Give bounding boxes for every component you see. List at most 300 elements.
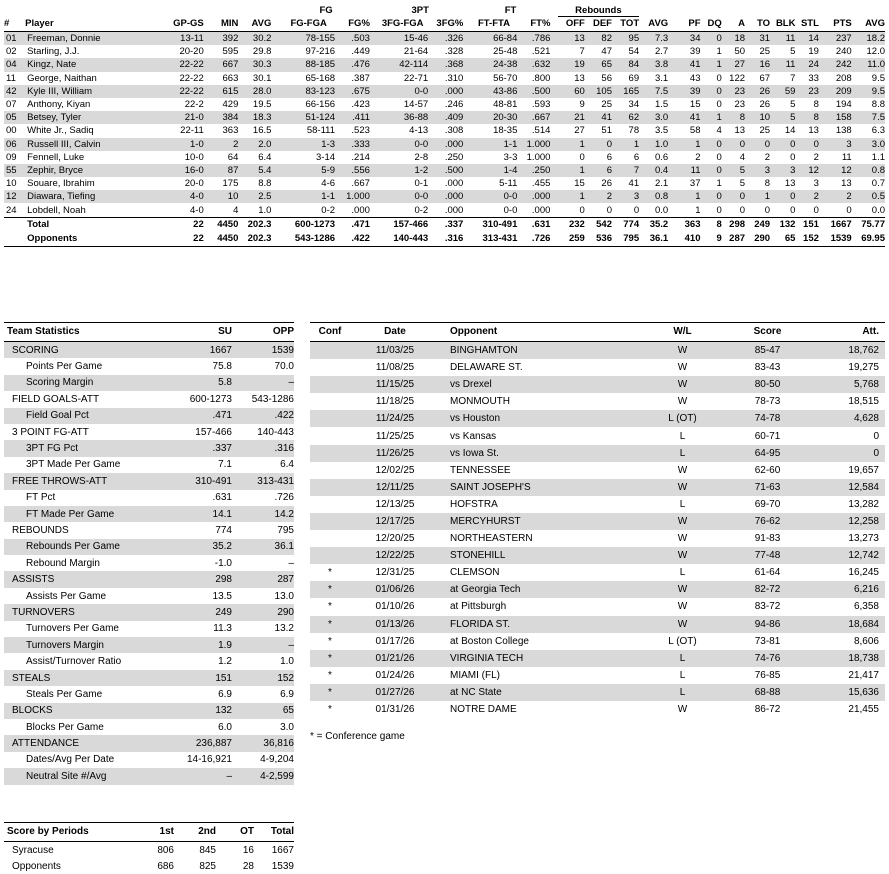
cell: 0 xyxy=(701,190,722,203)
cell: 34 xyxy=(612,98,639,111)
spacer-cell xyxy=(370,190,377,203)
player-row xyxy=(4,58,885,71)
cell: 3.0 xyxy=(639,111,668,124)
col-ftfta: FT-FTA xyxy=(471,17,518,32)
spacer-cell xyxy=(668,164,675,177)
pd-col-total: Total xyxy=(254,823,294,842)
spacer-cell xyxy=(271,111,282,124)
team-stat-label: FIELD GOALS-ATT xyxy=(4,391,169,407)
cell: 4-13 xyxy=(377,124,428,137)
spacer-2b xyxy=(370,17,377,32)
schedule-conf-marker: * xyxy=(310,581,350,598)
team-stat-opp-value: 6.9 xyxy=(232,686,294,702)
spacer-cell xyxy=(463,164,470,177)
cell: 13 xyxy=(770,177,795,190)
spacer-cell xyxy=(463,190,470,203)
cell: .556 xyxy=(335,164,370,177)
spacer-cell xyxy=(463,111,470,124)
spacer-cell xyxy=(370,58,377,71)
cell: 10 xyxy=(745,111,770,124)
team-stat-opp-value: 4-9,204 xyxy=(232,752,294,768)
cell: 18-35 xyxy=(471,124,518,137)
ts-col-title: Team Statistics xyxy=(4,323,169,342)
team-stat-row xyxy=(4,621,294,637)
col-ftpct: FT% xyxy=(517,17,550,32)
cell: 9.5 xyxy=(852,72,885,85)
schedule-date: 11/26/25 xyxy=(350,445,440,462)
cell: 6 xyxy=(585,164,612,177)
schedule-conf-marker xyxy=(310,376,350,393)
cell: 15-46 xyxy=(377,32,428,46)
spacer-cell xyxy=(550,217,557,232)
cell: Souare, Ibrahim xyxy=(25,177,161,190)
spacer-cell xyxy=(271,72,282,85)
cell: 66-84 xyxy=(471,32,518,46)
team-stat-label: Rebounds Per Game xyxy=(4,539,169,555)
spacer-cell xyxy=(370,138,377,151)
cell: 31 xyxy=(745,32,770,46)
schedule-opponent: SAINT JOSEPH'S xyxy=(440,479,640,496)
schedule-date: 12/11/25 xyxy=(350,479,440,496)
spacer-cell xyxy=(463,151,470,164)
cell: 2 xyxy=(745,151,770,164)
schedule-date: 11/25/25 xyxy=(350,427,440,444)
col-pf: PF xyxy=(675,17,700,32)
team-stat-opp-value: 795 xyxy=(232,522,294,538)
cell: .455 xyxy=(517,177,550,190)
cell: 13 xyxy=(819,177,852,190)
cell: .423 xyxy=(335,98,370,111)
cell: 01 xyxy=(4,32,25,46)
cell: .449 xyxy=(335,45,370,58)
cell: 66-156 xyxy=(282,98,335,111)
cell: 0-0 xyxy=(377,190,428,203)
cell: 14 xyxy=(795,32,818,46)
cell: 232 xyxy=(558,217,585,232)
schedule-attendance: 18,738 xyxy=(810,650,885,667)
spacer-cell xyxy=(370,177,377,190)
cell: .246 xyxy=(428,98,463,111)
schedule-row xyxy=(310,342,885,360)
cell: 22-22 xyxy=(161,58,204,71)
schedule-result: W xyxy=(640,616,725,633)
col-dq: DQ xyxy=(701,17,722,32)
team-stat-opp-value: 3.0 xyxy=(232,719,294,735)
cell: .000 xyxy=(335,203,370,217)
cell: 1-0 xyxy=(161,138,204,151)
spacer-cell xyxy=(370,164,377,177)
schedule-score: 68-88 xyxy=(725,684,810,701)
schedule-result: L xyxy=(640,564,725,581)
schedule-score: 64-95 xyxy=(725,445,810,462)
sc-col-conf: Conf xyxy=(310,323,350,342)
cell: Betsey, Tyler xyxy=(25,111,161,124)
schedule-opponent: vs Houston xyxy=(440,410,640,427)
team-stat-row xyxy=(4,604,294,620)
schedule-date: 12/31/25 xyxy=(350,564,440,581)
schedule-score: 76-85 xyxy=(725,667,810,684)
col-off: OFF xyxy=(558,17,585,32)
cell: 1-2 xyxy=(377,164,428,177)
schedule-result: W xyxy=(640,393,725,410)
cell: 363 xyxy=(675,217,700,232)
spacer-5 xyxy=(668,4,675,17)
cell: .523 xyxy=(335,124,370,137)
cell: 7 xyxy=(770,72,795,85)
cell: 7.5 xyxy=(852,111,885,124)
cell: 3 xyxy=(745,164,770,177)
spacer-cell xyxy=(668,72,675,85)
spacer-cell xyxy=(370,111,377,124)
spacer-cell xyxy=(550,58,557,71)
cell: 1 xyxy=(558,164,585,177)
cell: 23 xyxy=(722,98,745,111)
player-row xyxy=(4,98,885,111)
spacer-cell xyxy=(271,124,282,137)
cell: Fennell, Luke xyxy=(25,151,161,164)
cell: 97-216 xyxy=(282,45,335,58)
team-stat-su-value: 132 xyxy=(169,703,232,719)
team-stat-row xyxy=(4,686,294,702)
cell: 1.5 xyxy=(639,98,668,111)
cell: 595 xyxy=(204,45,239,58)
spacer-cell xyxy=(463,203,470,217)
cell: 21-64 xyxy=(377,45,428,58)
cell: 5 xyxy=(770,45,795,58)
col-3fgpct: 3FG% xyxy=(428,17,463,32)
schedule-result: L xyxy=(640,650,725,667)
team-stat-su-value: -1.0 xyxy=(169,555,232,571)
schedule-row xyxy=(310,359,885,376)
cell: 1 xyxy=(558,190,585,203)
schedule-body xyxy=(310,342,885,719)
cell: 51 xyxy=(585,124,612,137)
col-fgpct: FG% xyxy=(335,17,370,32)
cell: 1 xyxy=(675,190,700,203)
cell: 25 xyxy=(745,124,770,137)
team-stat-opp-value: 313-431 xyxy=(232,473,294,489)
cell: 0.8 xyxy=(639,190,668,203)
team-stat-opp-value: – xyxy=(232,555,294,571)
group-blank-avg xyxy=(639,4,668,17)
periods-body xyxy=(4,842,294,874)
schedule-table xyxy=(310,322,885,718)
schedule-score: 69-70 xyxy=(725,496,810,513)
schedule-opponent: CLEMSON xyxy=(440,564,640,581)
player-row xyxy=(4,32,885,46)
cell: 23 xyxy=(795,85,818,98)
cell: 13 xyxy=(558,32,585,46)
cell: .476 xyxy=(335,58,370,71)
schedule-opponent: HOFSTRA xyxy=(440,496,640,513)
cell: 22-22 xyxy=(161,85,204,98)
spacer-cell xyxy=(271,190,282,203)
box-score-table xyxy=(4,4,885,247)
cell: 5 xyxy=(770,111,795,124)
team-stat-su-value: .631 xyxy=(169,490,232,506)
cell: 4450 xyxy=(204,232,239,247)
cell: 7 xyxy=(612,164,639,177)
team-stat-su-value: 35.2 xyxy=(169,539,232,555)
spacer-cell xyxy=(668,177,675,190)
cell: .000 xyxy=(428,190,463,203)
cell: 132 xyxy=(770,217,795,232)
cell: 1.1 xyxy=(852,151,885,164)
cell: .422 xyxy=(335,232,370,247)
player-row xyxy=(4,151,885,164)
schedule-result: L xyxy=(640,427,725,444)
opponent-total-row xyxy=(4,232,885,247)
group-ft: FT xyxy=(471,4,551,17)
cell: .328 xyxy=(428,45,463,58)
cell: 0 xyxy=(745,138,770,151)
schedule-attendance: 13,282 xyxy=(810,496,885,513)
spacer-cell xyxy=(550,190,557,203)
schedule-result: W xyxy=(640,701,725,718)
team-stat-label: Neutral Site #/Avg xyxy=(4,768,169,784)
spacer-cell xyxy=(271,232,282,247)
cell: .471 xyxy=(335,217,370,232)
schedule-conf-marker xyxy=(310,445,350,462)
team-stat-opp-value: 13.2 xyxy=(232,621,294,637)
schedule-attendance: 5,768 xyxy=(810,376,885,393)
cell: 37 xyxy=(675,177,700,190)
team-stat-su-value: – xyxy=(169,768,232,784)
cell: 36.1 xyxy=(639,232,668,247)
spacer-cell xyxy=(668,151,675,164)
spacer-cell xyxy=(463,85,470,98)
cell: 0.8 xyxy=(852,164,885,177)
pd-col-ot: OT xyxy=(216,823,254,842)
cell: 65-168 xyxy=(282,72,335,85)
cell: 3-14 xyxy=(282,151,335,164)
cell: 69 xyxy=(612,72,639,85)
schedule-attendance: 18,515 xyxy=(810,393,885,410)
team-stat-row xyxy=(4,457,294,473)
spacer-cell xyxy=(271,138,282,151)
team-stat-label: Scoring Margin xyxy=(4,375,169,391)
team-stat-opp-value: .726 xyxy=(232,490,294,506)
schedule-result: W xyxy=(640,530,725,547)
team-stat-su-value: 774 xyxy=(169,522,232,538)
cell: 21 xyxy=(558,111,585,124)
cell: 51-124 xyxy=(282,111,335,124)
cell: 43 xyxy=(675,72,700,85)
cell: .000 xyxy=(428,138,463,151)
team-stat-row xyxy=(4,670,294,686)
cell: 20-0 xyxy=(161,177,204,190)
team-statistics-table xyxy=(4,322,294,785)
spacer-cell xyxy=(463,124,470,137)
schedule-attendance: 6,358 xyxy=(810,598,885,615)
schedule-result: W xyxy=(640,598,725,615)
team-stat-opp-value: 152 xyxy=(232,670,294,686)
schedule-row xyxy=(310,581,885,598)
cell: 11 xyxy=(770,32,795,46)
cell: 0 xyxy=(770,138,795,151)
sc-col-date: Date xyxy=(350,323,440,342)
team-stat-su-value: 5.8 xyxy=(169,375,232,391)
cell: 6.4 xyxy=(238,151,271,164)
schedule-row xyxy=(310,684,885,701)
schedule-opponent: NORTHEASTERN xyxy=(440,530,640,547)
cell: 27 xyxy=(558,124,585,137)
cell: 83-123 xyxy=(282,85,335,98)
box-score-body xyxy=(4,32,885,247)
cell: 10-0 xyxy=(161,151,204,164)
cell: 4-0 xyxy=(161,203,204,217)
spacer-cell xyxy=(668,32,675,46)
col-player: Player xyxy=(25,17,161,32)
team-stat-opp-value: 4-2,599 xyxy=(232,768,294,784)
cell: 12.0 xyxy=(852,45,885,58)
schedule-score: 85-47 xyxy=(725,342,810,360)
team-stat-opp-value: .422 xyxy=(232,408,294,424)
cell: 16-0 xyxy=(161,164,204,177)
cell: 1-1 xyxy=(471,138,518,151)
team-stat-su-value: 157-466 xyxy=(169,424,232,440)
spacer-cell xyxy=(271,32,282,46)
team-statistics-body xyxy=(4,342,294,785)
cell: 3 xyxy=(770,164,795,177)
schedule-row xyxy=(310,376,885,393)
cell: 0.5 xyxy=(852,190,885,203)
group-blank-1 xyxy=(4,4,271,17)
cell: 22-71 xyxy=(377,72,428,85)
cell: 384 xyxy=(204,111,239,124)
col-rebavg: AVG xyxy=(639,17,668,32)
cell: 24 xyxy=(795,58,818,71)
team-stat-label: STEALS xyxy=(4,670,169,686)
schedule-conf-marker xyxy=(310,513,350,530)
cell: 0 xyxy=(585,138,612,151)
cell: 0-2 xyxy=(377,203,428,217)
schedule-row xyxy=(310,410,885,427)
cell: 542 xyxy=(585,217,612,232)
cell: .000 xyxy=(428,203,463,217)
schedule-score: 83-43 xyxy=(725,359,810,376)
spacer-3 xyxy=(463,4,470,17)
cell: 1 xyxy=(701,111,722,124)
spacer-cell xyxy=(668,45,675,58)
team-stat-row xyxy=(4,424,294,440)
cell: 0 xyxy=(558,203,585,217)
cell: 14 xyxy=(770,124,795,137)
period-total: 1667 xyxy=(254,842,294,859)
team-stat-label: Turnovers Per Game xyxy=(4,621,169,637)
period-row xyxy=(4,842,294,859)
cell: 8.8 xyxy=(238,177,271,190)
schedule-result: W xyxy=(640,462,725,479)
cell: 13 xyxy=(795,124,818,137)
period-total: 1539 xyxy=(254,858,294,874)
team-stat-label: Field Goal Pct xyxy=(4,408,169,424)
periods-header-row xyxy=(4,823,294,842)
col-blk: BLK xyxy=(770,17,795,32)
schedule-conf-marker: * xyxy=(310,650,350,667)
team-stat-row xyxy=(4,522,294,538)
cell: 242 xyxy=(819,58,852,71)
team-stat-label: Rebound Margin xyxy=(4,555,169,571)
schedule-attendance: 0 xyxy=(810,427,885,444)
spacer-cell xyxy=(271,177,282,190)
player-row xyxy=(4,190,885,203)
team-stat-su-value: 7.1 xyxy=(169,457,232,473)
cell: 41 xyxy=(612,177,639,190)
cell: 667 xyxy=(204,58,239,71)
team-stat-label: Dates/Avg Per Date xyxy=(4,752,169,768)
cell: 287 xyxy=(722,232,745,247)
spacer-cell xyxy=(463,217,470,232)
player-row xyxy=(4,177,885,190)
schedule-row xyxy=(310,701,885,718)
schedule-conf-marker: * xyxy=(310,667,350,684)
cell: .409 xyxy=(428,111,463,124)
cell: .726 xyxy=(517,232,550,247)
schedule-row xyxy=(310,513,885,530)
team-stat-label: 3PT FG Pct xyxy=(4,440,169,456)
schedule-date: 01/17/26 xyxy=(350,633,440,650)
schedule-result: W xyxy=(640,342,725,360)
schedule-score: 83-72 xyxy=(725,598,810,615)
cell: 3 xyxy=(795,177,818,190)
cell: 26 xyxy=(585,177,612,190)
cell: 0 xyxy=(722,138,745,151)
cell: 774 xyxy=(612,217,639,232)
schedule-result: L xyxy=(640,445,725,462)
cell: Total xyxy=(25,217,161,232)
cell: 82 xyxy=(585,32,612,46)
team-total-row xyxy=(4,217,885,232)
cell: 78-155 xyxy=(282,32,335,46)
spacer-cell xyxy=(463,98,470,111)
cell: 14-57 xyxy=(377,98,428,111)
cell: 0 xyxy=(612,203,639,217)
schedule-result: W xyxy=(640,359,725,376)
team-stat-opp-value: 14.2 xyxy=(232,506,294,522)
schedule-conf-marker xyxy=(310,462,350,479)
cell: 2.5 xyxy=(238,190,271,203)
spacer-4b xyxy=(550,17,557,32)
team-stat-su-value: 6.0 xyxy=(169,719,232,735)
cell: 209 xyxy=(819,85,852,98)
schedule-header-row xyxy=(310,323,885,342)
schedule-attendance: 8,606 xyxy=(810,633,885,650)
team-stat-su-value: 236,887 xyxy=(169,735,232,751)
cell: 4-0 xyxy=(161,190,204,203)
cell: 1 xyxy=(675,138,700,151)
cell: 58 xyxy=(675,124,700,137)
cell: 0.4 xyxy=(639,164,668,177)
col-3fgfga: 3FG-FGA xyxy=(377,17,428,32)
spacer-1 xyxy=(271,4,282,17)
spacer-5b xyxy=(668,17,675,32)
period-team-label: Opponents xyxy=(4,858,132,874)
team-stat-opp-value: 140-443 xyxy=(232,424,294,440)
cell: .326 xyxy=(428,32,463,46)
cell: 41 xyxy=(675,58,700,71)
cell: Kingz, Nate xyxy=(25,58,161,71)
schedule-attendance: 19,275 xyxy=(810,359,885,376)
cell: 27 xyxy=(722,58,745,71)
cell: 1 xyxy=(558,138,585,151)
team-stat-row xyxy=(4,391,294,407)
col-a: A xyxy=(722,17,745,32)
cell: 3 xyxy=(612,190,639,203)
schedule-opponent: at NC State xyxy=(440,684,640,701)
cell: 7.5 xyxy=(639,85,668,98)
cell: 36-88 xyxy=(377,111,428,124)
